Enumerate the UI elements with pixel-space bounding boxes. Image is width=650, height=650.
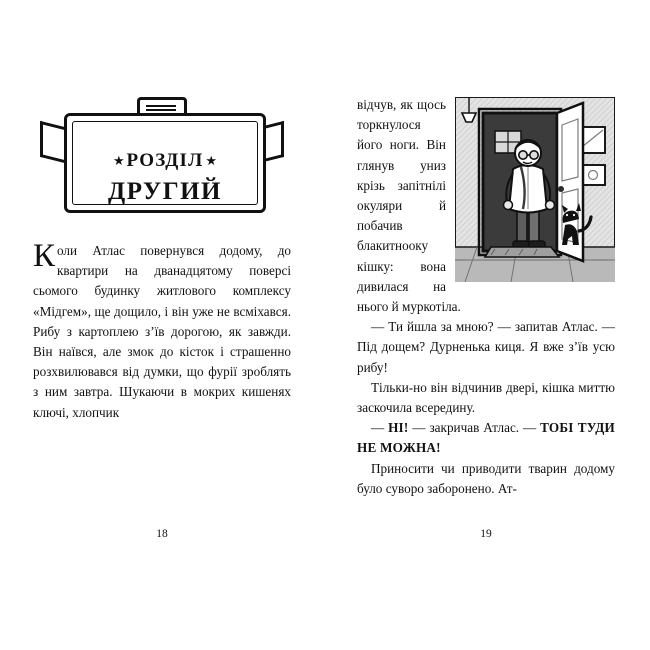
- paragraph: Приносити чи приводити тварин додому було суворо заборонено. Ат-: [357, 460, 615, 496]
- chapter-number-word: ДРУГИЙ: [108, 178, 222, 205]
- badge-frame: [64, 113, 266, 213]
- star-icon-left: ★: [113, 153, 125, 168]
- left-page: [33, 95, 291, 525]
- paragraph: Тільки-но він відчинив двері, кішка миттю заскочила всередину.: [357, 379, 615, 416]
- star-icon-right: ★: [205, 153, 217, 168]
- left-page-body: [33, 238, 291, 423]
- boy-in-doorway-with-cat-illustration: [455, 97, 615, 282]
- paragraph: відчув, як щось торкнулося його ноги. Він глянув униз крізь запітнілі окуляри й побачив блакитнооку кішку: вона дивилася на нього й муркотіла.: [357, 97, 461, 315]
- page-number-right: 19: [480, 528, 492, 540]
- chapter-label: РОЗДІЛ: [126, 150, 204, 171]
- page-number-left: 18: [156, 528, 168, 540]
- dash-prefix: —: [371, 420, 389, 436]
- chapter-heading-badge: [38, 95, 286, 215]
- right-page: [357, 95, 615, 525]
- shout-text-2: ТОБІ ТУДИ НЕ МОЖНА!: [357, 420, 615, 456]
- paragraph-shouted: [357, 418, 615, 458]
- right-page-body: [357, 95, 615, 499]
- paragraph: Коли Атлас повернувся додому, до квартири на дванадцятому поверсі сьомого будинку житлового комплексу «Мідгем», ще дощило, і він уже не всміхався. Рибу з картоплею з’їв дорогою, як завжди. Він наївся, але змок до кісток і страшенно розхвилювався від думки, що фурії зроблять з ним завтра. Шукаючи в мокрих кишенях ключі, хлопчик: [33, 238, 291, 420]
- speech-tag: — закричав Атлас. —: [408, 420, 541, 436]
- paragraph: — Ти йшла за мною? — запитав Атлас. — Під дощем? Дурненька киця. Я вже з’їв усю рибу!: [357, 319, 615, 375]
- shout-text-1: НІ!: [388, 420, 409, 436]
